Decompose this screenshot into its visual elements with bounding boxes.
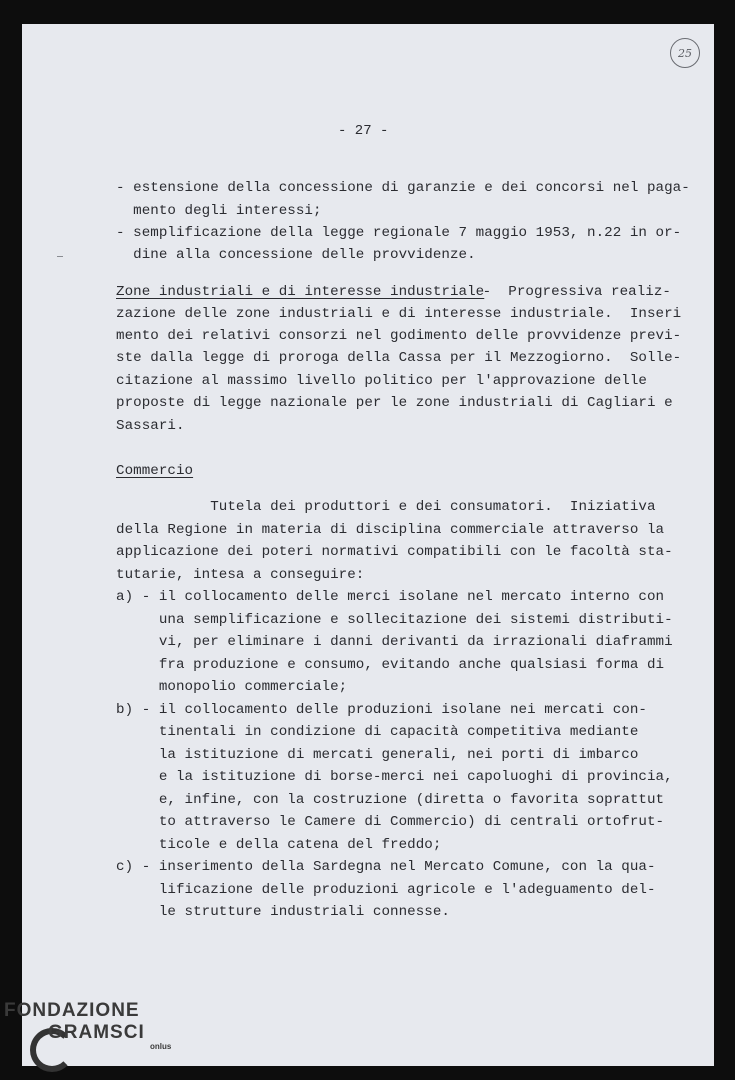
text-line: citazione al massimo livello politico per l'approvazione delle xyxy=(116,373,647,389)
text-line: le strutture industriali connesse. xyxy=(116,904,450,920)
text-line: applicazione dei poteri normativi compatibili con le facoltà sta- xyxy=(116,544,673,560)
text-line: vi, per eliminare i danni derivanti da irrazionali diaframmi xyxy=(116,634,673,650)
watermark-line-3: onlus xyxy=(150,1042,172,1051)
text-line: tutarie, intesa a conseguire: xyxy=(116,567,365,583)
text-line: della Regione in materia di disciplina commerciale attraverso la xyxy=(116,522,665,538)
margin-mark xyxy=(57,256,63,257)
list-item-c: c) - inserimento della Sardegna nel Mercato Comune, con la qua- xyxy=(116,859,656,875)
watermark-line-2: GRAMSCI xyxy=(48,1022,145,1043)
list-item-b: b) - il collocamento delle produzioni isolane nei mercati con- xyxy=(116,702,647,718)
text-line: - semplificazione della legge regionale 7 maggio 1953, n.22 in or- xyxy=(116,225,682,241)
text-line: dine alla concessione delle provvidenze. xyxy=(116,247,476,263)
watermark xyxy=(4,1000,171,1051)
text-line: - Progressiva realiz- xyxy=(474,284,671,300)
text-line: ticole e della catena del freddo; xyxy=(116,837,442,853)
text-line: proposte di legge nazionale per le zone industriali di Cagliari e xyxy=(116,395,673,411)
list-item-a: a) - il collocamento delle merci isolane nel mercato interno con xyxy=(116,589,665,605)
text-line: - estensione della concessione di garanzie e dei concorsi nel paga- xyxy=(116,180,690,196)
text-line: la istituzione di mercati generali, nei porti di imbarco xyxy=(116,747,639,763)
text-line: tinentali in condizione di capacità competitiva mediante xyxy=(116,724,639,740)
text-line: una semplificazione e sollecitazione dei sistemi distributi- xyxy=(116,612,673,628)
text-line: mento dei relativi consorzi nel godimento delle provvidenze previ- xyxy=(116,328,682,344)
text-line: ste dalla legge di proroga della Cassa per il Mezzogiorno. Solle- xyxy=(116,350,682,366)
document-page xyxy=(22,24,714,1066)
text-line: zazione delle zone industriali e di interesse industriale. Inseri xyxy=(116,306,682,322)
text-line: lificazione delle produzioni agricole e l'adeguamento del- xyxy=(116,882,656,898)
page-number: - 27 - xyxy=(338,123,389,139)
watermark-line-1: FONDAZIONE xyxy=(4,1000,140,1021)
archive-page-stamp: 25 xyxy=(670,38,700,68)
text-line: fra produzione e consumo, evitando anche qualsiasi forma di xyxy=(116,657,665,673)
text-line: monopolio commerciale; xyxy=(116,679,348,695)
section-heading-zone-industriali: Zone industriali e di interesse industriale xyxy=(116,284,485,300)
text-line: Tutela dei produttori e dei consumatori. Iniziativa xyxy=(116,499,656,515)
text-line: Sassari. xyxy=(116,418,185,434)
text-line: e la istituzione di borse-merci nei capoluoghi di provincia, xyxy=(116,769,673,785)
section-heading-commercio: Commercio xyxy=(116,463,194,479)
text-line: e, infine, con la costruzione (diretta o favorita soprattut xyxy=(116,792,665,808)
text-line: to attraverso le Camere di Commercio) di centrali ortofrut- xyxy=(116,814,665,830)
text-line: mento degli interessi; xyxy=(116,203,322,219)
